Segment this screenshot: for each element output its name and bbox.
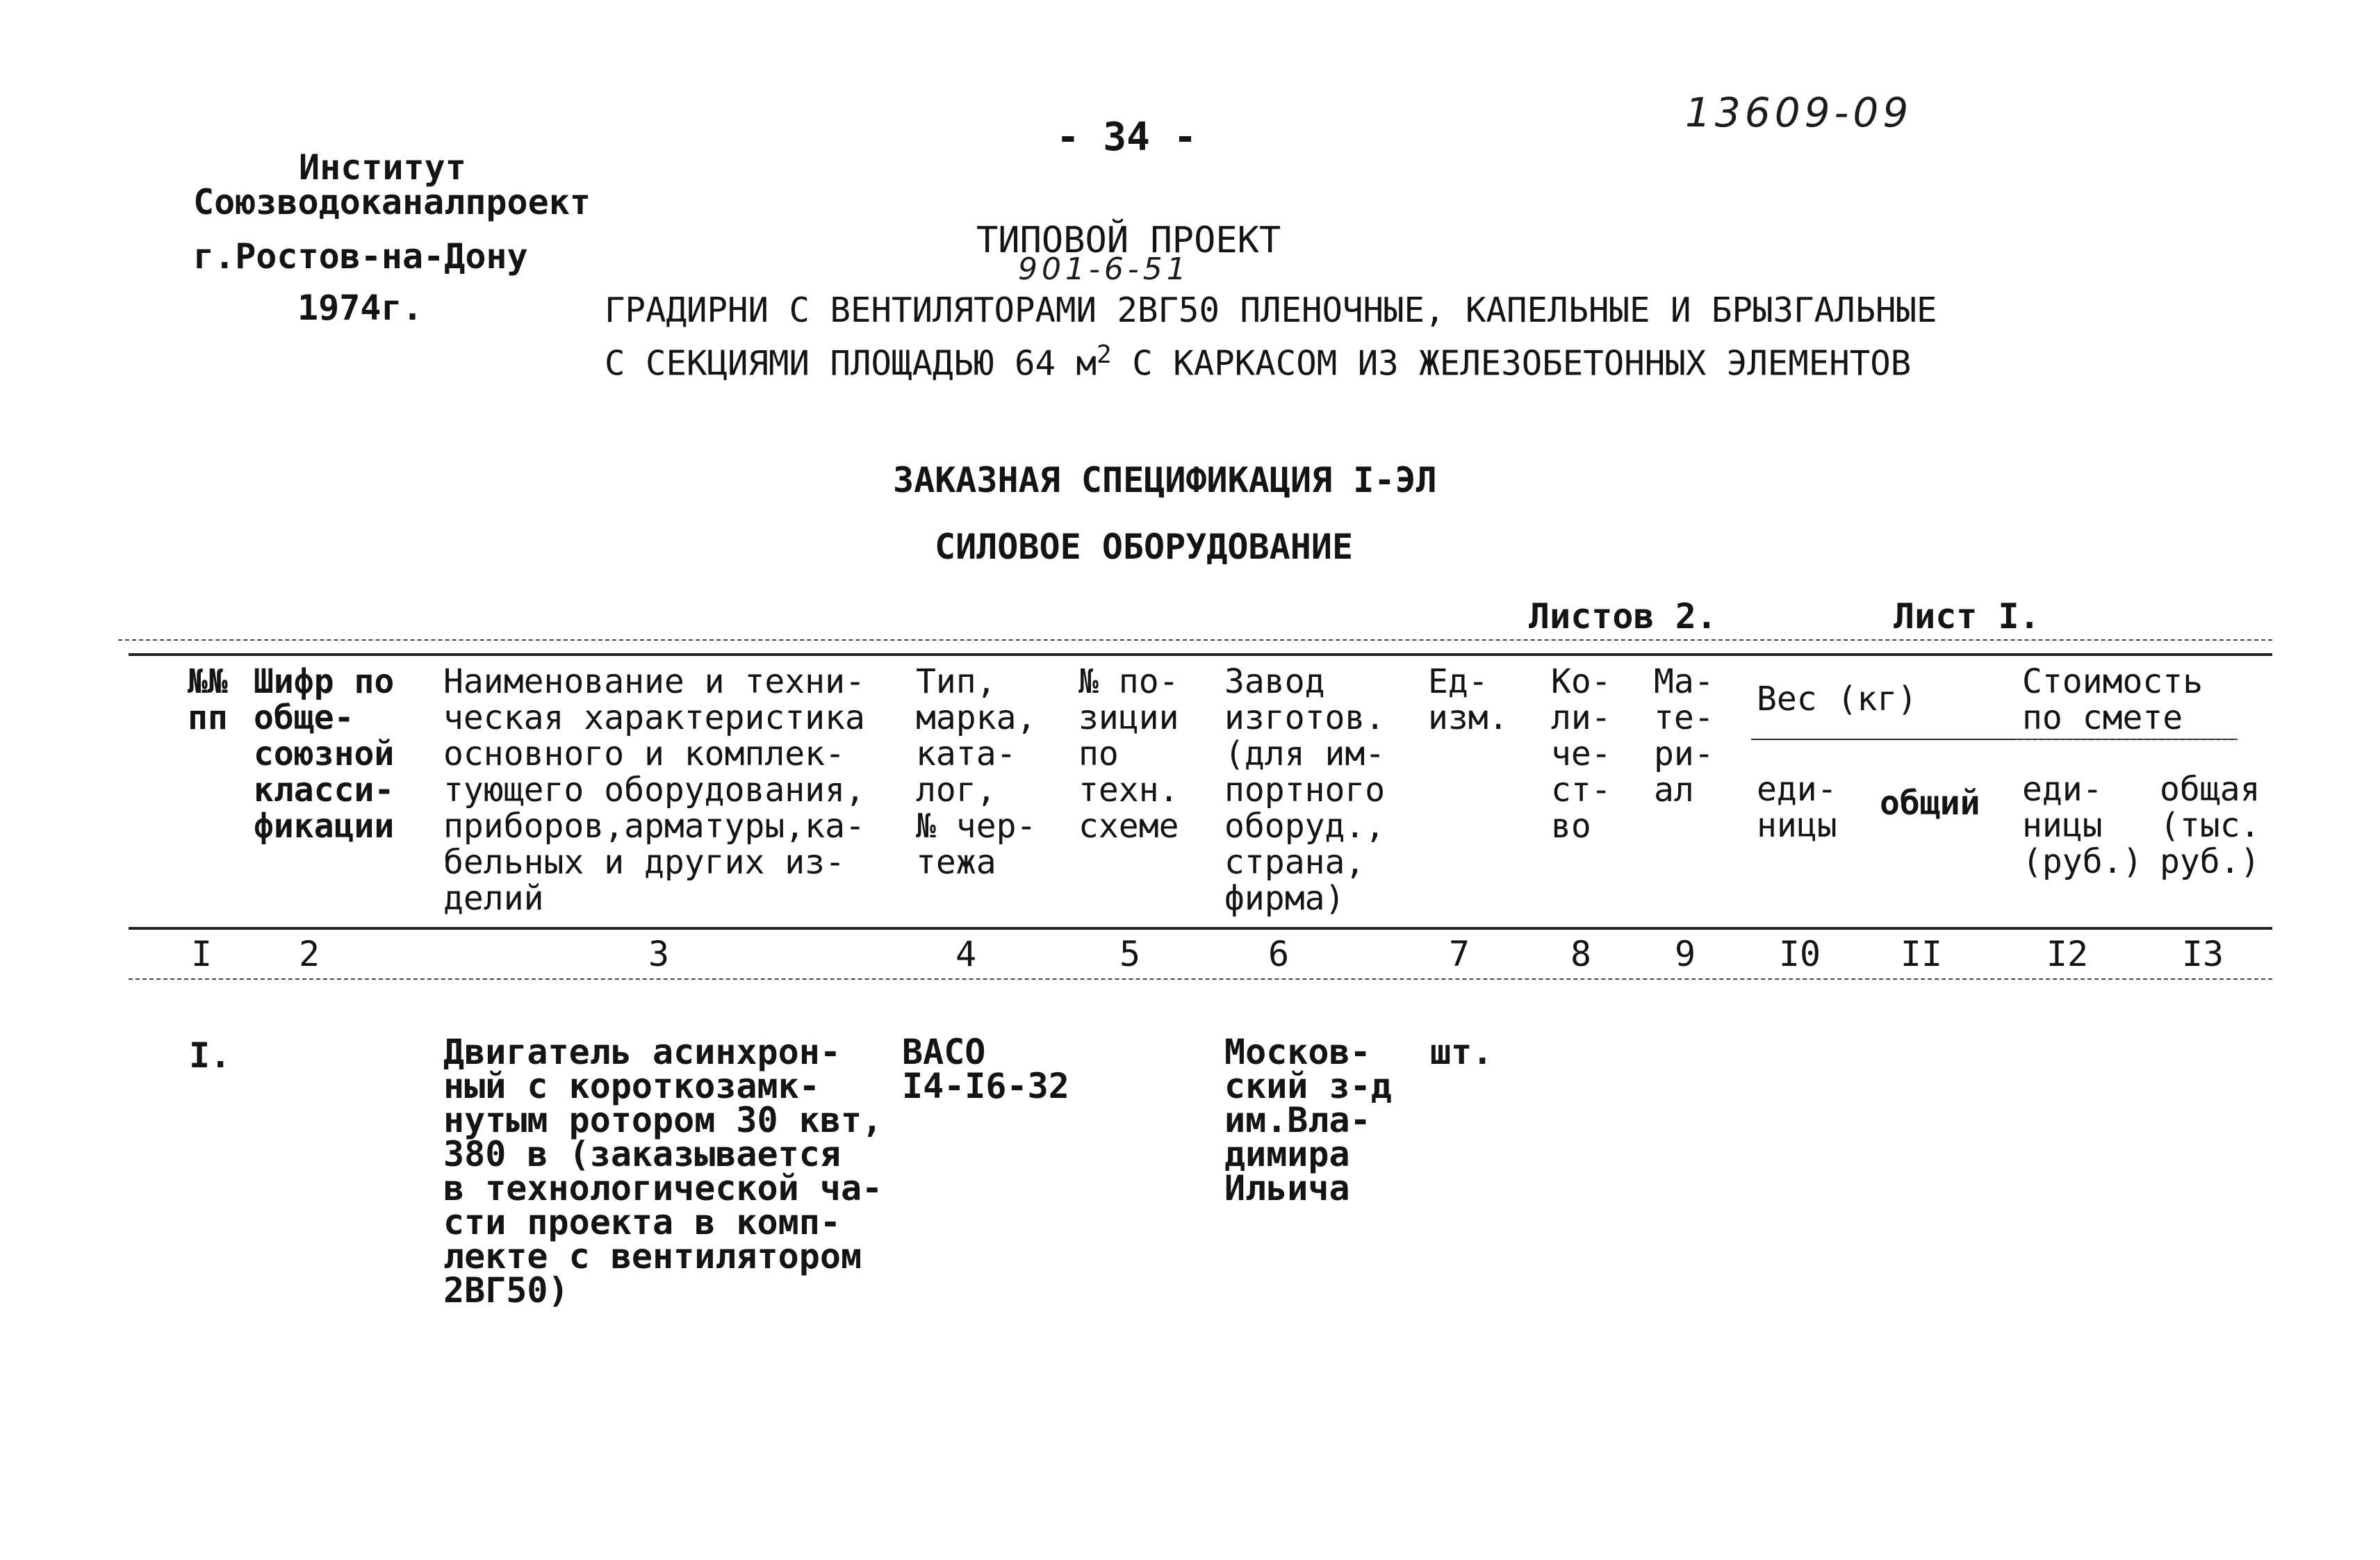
row-unit: шт. <box>1430 1032 1493 1072</box>
sheet-current: Лист I. <box>1894 596 2040 637</box>
project-title-line-1: ГРАДИРНИ С ВЕНТИЛЯТОРАМИ 2ВГ50 ПЛЕНОЧНЫЕ, КАПЕЛЬНЫЕ И БРЫЗГАЛЬНЫЕ <box>605 290 1937 330</box>
institute-year: 1974г. <box>297 288 423 328</box>
project-label: ТИПОВОЙ ПРОЕКТ <box>976 220 1281 261</box>
header-classification-code: Шифр по обще- союзной класси- фикации <box>254 662 395 846</box>
column-number: I0 <box>1778 934 1821 974</box>
header-unit: Ед- изм. <box>1428 662 1509 737</box>
sheets-total: Листов 2. <box>1529 596 1717 637</box>
header-cost-total: общая (тыс. руб.) <box>2160 770 2260 881</box>
institute-line-2: Союзводоканалпроект <box>193 182 591 222</box>
spec-subtitle: СИЛОВОЕ ОБОРУДОВАНИЕ <box>935 527 1354 567</box>
header-type: Тип, марка, ката- лог, № чер- тежа <box>916 662 1037 882</box>
header-position: № по- зиции по техн. схеме <box>1078 662 1179 846</box>
column-number: 5 <box>1119 934 1141 974</box>
column-number: 8 <box>1570 934 1592 974</box>
header-name: Наименование и техни- ческая характеристика основного и комплек- тующего оборудования, приборов,арматуры,ка- бельных и других из- делий <box>443 662 865 918</box>
column-number: 9 <box>1674 934 1696 974</box>
column-number: I <box>190 934 213 974</box>
column-number: 6 <box>1267 934 1290 974</box>
institute-line-3: г.Ростов-на-Дону <box>193 236 528 277</box>
header-cost-unit: еди- ницы (руб.) <box>2022 770 2143 881</box>
header-bottom-rule <box>129 927 2272 930</box>
header-weight-group: Вес (кг) <box>1757 680 1918 719</box>
column-number: 4 <box>955 934 977 974</box>
page-number: - 34 - <box>1056 115 1197 160</box>
header-weight-total: общий <box>1880 784 1980 823</box>
column-number: 2 <box>298 934 320 974</box>
header-num: №№ пп <box>188 662 228 737</box>
institute-line-1: Институт <box>299 147 466 188</box>
cost-group-rule <box>2015 739 2238 740</box>
header-manufacturer: Завод изготов. (для им- портного оборуд., страна, фирма) <box>1224 662 1386 918</box>
row-name: Двигатель асинхрон- ный с короткозамк- нутым ротором 30 квт, 380 в (заказывается в технологической ча- сти проекта в комп- лекте с вентилятором 2ВГ50) <box>443 1032 883 1311</box>
row-manufacturer: Москов- ский з-д им.Вла- димира Ильича <box>1224 1032 1392 1208</box>
column-numbers-bottom-rule <box>129 978 2272 980</box>
table-top-rule <box>129 653 2272 656</box>
project-code: 901-6-51 <box>1018 252 1190 287</box>
column-number: II <box>1900 934 1943 974</box>
column-number: I2 <box>2046 934 2089 974</box>
header-material: Ма- те- ри- ал <box>1654 662 1714 810</box>
row-type: ВАСО I4-I6-32 <box>902 1032 1069 1106</box>
project-title-line-2: С СЕКЦИЯМИ ПЛОЩАДЬЮ 64 $м^2$ С КАРКАСОМ ИЗ ЖЕЛЕЗОБЕТОННЫХ ЭЛЕМЕНТОВ <box>605 340 1912 384</box>
row-num: I. <box>189 1035 231 1076</box>
header-quantity: Ко- ли- че- ст- во <box>1551 662 1611 846</box>
column-number: I3 <box>2181 934 2224 974</box>
header-weight-unit: еди- ницы <box>1757 770 1837 845</box>
archive-number: 13609-09 <box>1685 89 1913 136</box>
table-top-faint-rule <box>118 639 2272 641</box>
column-number: 3 <box>648 934 670 974</box>
header-cost-group: Стоимость по смете <box>2022 662 2203 737</box>
column-number: 7 <box>1448 934 1470 974</box>
spec-title: ЗАКАЗНАЯ СПЕЦИФИКАЦИЯ I-ЭЛ <box>893 460 1437 500</box>
